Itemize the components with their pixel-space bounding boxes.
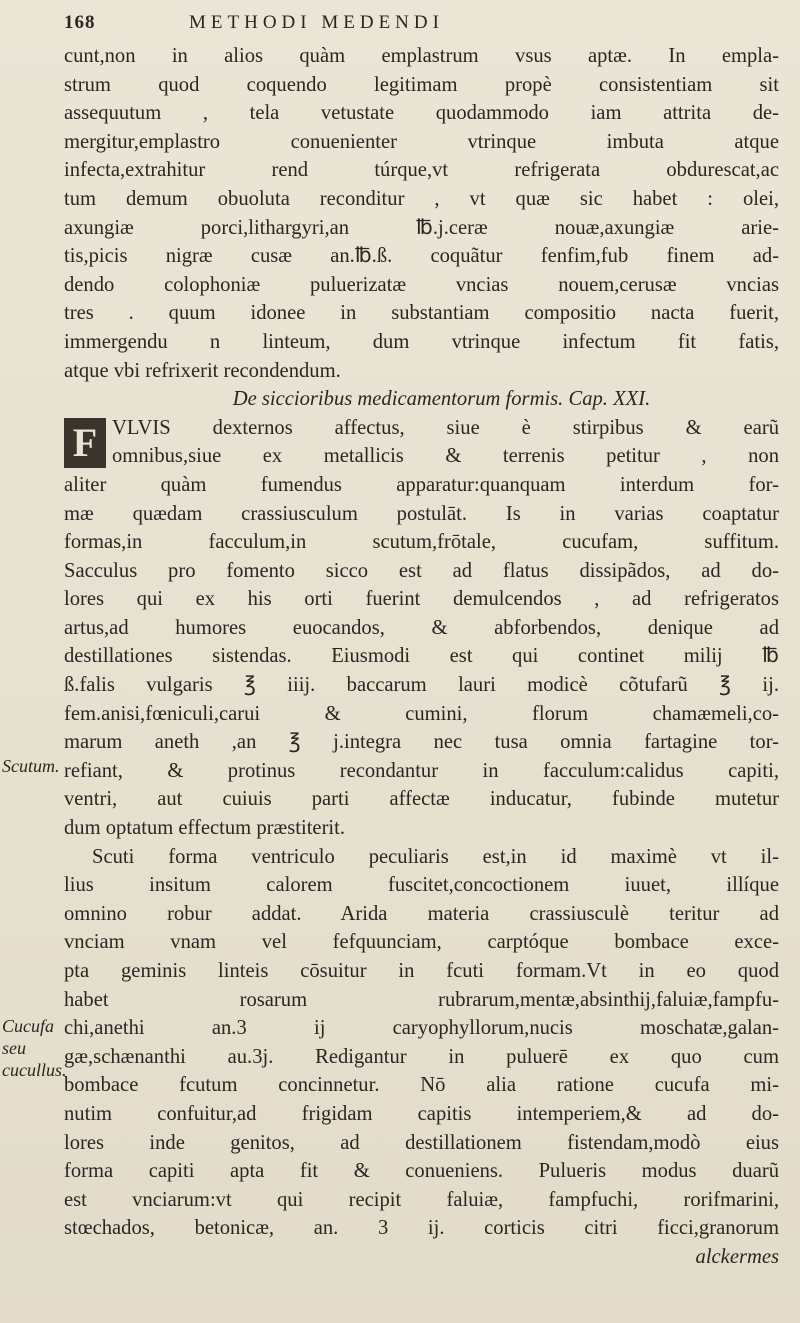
text-line: stœchados, betonicæ, an. 3 ij. corticis citri ficci,granorum xyxy=(64,1217,779,1240)
running-head: METHODI MEDENDI xyxy=(189,12,444,33)
text-line: infecta,extrahitur rend túrque,vt refrigerata obdurescat,ac xyxy=(64,159,779,182)
text-line: refiant, & protinus recondantur in facculum:calidus capiti, xyxy=(64,759,779,782)
text-line: strum quod coquendo legitimam propè consistentiam sit xyxy=(64,73,779,96)
text-line: Sacculus pro fomento sicco est ad flatus dissipãdos, ad do- xyxy=(64,559,779,582)
text-line: omnibus,siue ex metallicis & terrenis petitur , non xyxy=(112,445,779,468)
text-line: chi,anethi an.3 ij caryophyllorum,nucis moschatæ,galan- xyxy=(64,1017,779,1040)
text-line: bombace fcutum concinnetur. Nō alia ratione cucufa mi- xyxy=(64,1074,779,1097)
text-line: dendo colophoniæ puluerizatæ vncias nouem,cerusæ vncias xyxy=(64,273,779,296)
text-line: lores qui ex his orti fuerint demulcendos , ad refrigeratos xyxy=(64,588,779,611)
text-line: pta geminis linteis cōsuitur in fcuti formam.Vt in eo quod xyxy=(64,960,779,982)
paragraph-1 xyxy=(64,42,779,385)
paragraph-2 xyxy=(64,414,779,843)
text-line: ventri, aut cuiuis parti affectæ inducatur, fubinde mutetur xyxy=(64,788,779,811)
text-line: est vnciarum:vt qui recipit faluiæ, fampfuchi, rorifmarini, xyxy=(64,1188,779,1211)
text-line: tum demum obuoluta reconditur , vt quæ sic habet : olei, xyxy=(64,187,779,210)
text-line: tis,picis nigræ cusæ an.℔.ß. coquãtur fenfim,fub finem ad- xyxy=(64,245,779,268)
margin-note-scutum: Scutum. xyxy=(2,756,60,776)
text-line: Scuti forma ventriculo peculiaris est,in id maximè vt il- xyxy=(92,845,779,868)
margin-note-cucufa: Cucufa seu cucullus. xyxy=(2,1016,67,1080)
paragraph-3 xyxy=(64,843,779,1243)
text-line: tres . quum idonee in substantiam compositio nacta fuerit, xyxy=(64,302,779,325)
decorated-initial: F xyxy=(64,418,106,468)
text-line: formas,in facculum,in scutum,frōtale, cucufam, suffitum. xyxy=(64,531,779,554)
text-line: axungiæ porci,lithargyri,an ℔.j.ceræ nouæ,axungiæ arie- xyxy=(64,216,779,239)
text-line: omnino robur addat. Arida materia crassiusculè teritur ad xyxy=(64,902,779,925)
text-line: habet rosarum rubrarum,mentæ,absinthij,faluiæ,fampfu- xyxy=(64,988,779,1011)
chapter-heading: De siccioribus medicamentorum formis. Cap. XXI. xyxy=(232,388,651,411)
page-header xyxy=(64,12,760,34)
text-line: lius insitum calorem fuscitet,concoctionem iuuet, illíque xyxy=(64,874,779,897)
text-line: VLVIS dexternos affectus, siue è stirpibus & earũ xyxy=(112,416,779,439)
text-line: mæ quædam crassiusculum postulāt. Is in varias coaptatur xyxy=(64,502,779,525)
text-line: aliter quàm fumendus apparatur:quanquam interdum for- xyxy=(64,473,779,496)
text-line: cunt,non in alios quàm emplastrum vsus aptæ. In empla- xyxy=(64,45,779,67)
text-line: dum optatum effectum præstiterit. xyxy=(64,817,346,840)
page-number: 168 xyxy=(64,12,96,33)
text-line: immergendu n linteum, dum vtrinque infectum fit fatis, xyxy=(64,330,779,353)
text-line: fem.anisi,fœniculi,carui & cumini, florum chamæmeli,co- xyxy=(64,702,779,725)
body-text xyxy=(64,42,779,1272)
catchword: alckermes xyxy=(695,1245,779,1268)
text-line: atque vbi refrixerit recondendum. xyxy=(64,359,341,382)
text-line: gæ,schænanthi au.3j. Redigantur in puluerē ex quo cum xyxy=(64,1045,779,1068)
text-line: vnciam vnam vel fefquunciam, carptóque bombace exce- xyxy=(64,931,779,954)
text-line: marum aneth ,an ℥ j.integra nec tusa omnia fartagine tor- xyxy=(64,731,779,754)
text-line: artus,ad humores euocandos, & abforbendos, denique ad xyxy=(64,616,779,639)
text-line: ß.falis vulgaris ℥ iiij. baccarum lauri modicè cõtufarũ ℥ ij. xyxy=(64,674,779,697)
text-line: assequutum , tela vetustate quodammodo iam attrita de- xyxy=(64,102,779,125)
text-line: nutim confuitur,ad frigidam capitis intemperiem,& ad do- xyxy=(64,1102,779,1125)
initial-block xyxy=(64,414,779,471)
text-line: lores inde genitos, ad destillationem fistendam,modò eius xyxy=(64,1131,779,1154)
text-line: forma capiti apta fit & conueniens. Pulueris modus duarũ xyxy=(64,1160,779,1183)
text-line: mergitur,emplastro conuenienter vtrinque imbuta atque xyxy=(64,130,779,153)
text-line: destillationes sistendas. Eiusmodi est qui continet milij ℔ xyxy=(64,645,779,668)
